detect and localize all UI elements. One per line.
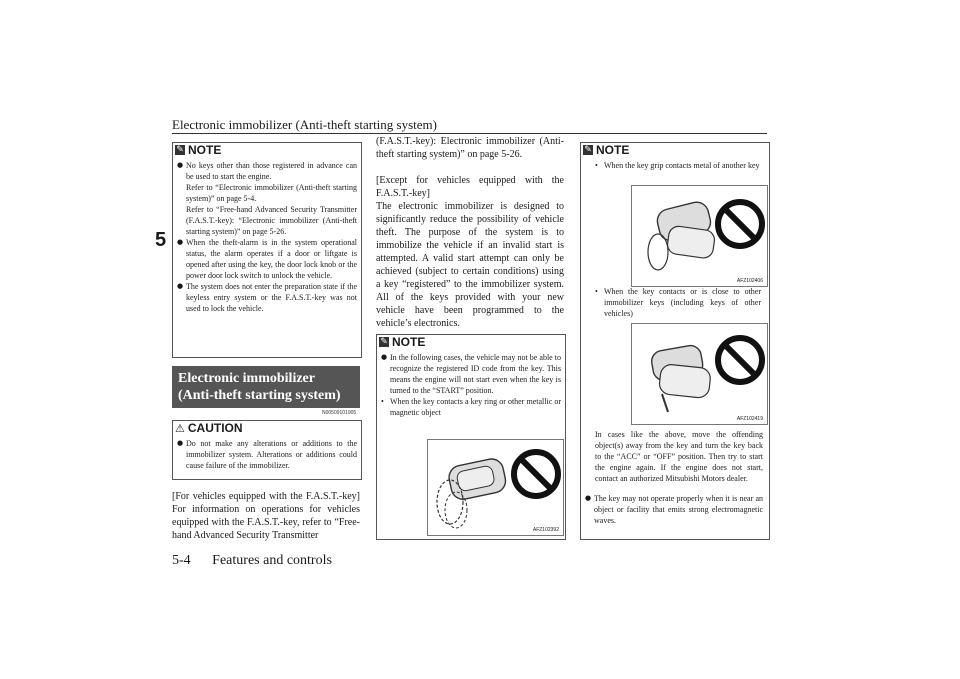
keys-close-icon bbox=[632, 324, 767, 424]
note-heading bbox=[581, 143, 769, 157]
note-box-3 bbox=[580, 142, 770, 540]
key-ring-illustration bbox=[427, 439, 564, 536]
page-footer bbox=[172, 553, 332, 569]
body-paragraph: The electronic immobilizer is designed to significantly reduce the possibility of vehicle theft. The purpose of the system is to immobilize the vehicle if an invalid start is attempted. A valid start attempt can only be achieved (subject to certain conditions) using a key “registered” to the immobilizer system. All of the keys provided with your new vehicle have been programmed to the vehicle’s electronics. bbox=[376, 201, 564, 329]
body-paragraph: (F.A.S.T.-key): Electronic immobilizer (Anti-theft starting system)” on page 5-26. bbox=[376, 136, 564, 160]
body-paragraph: [Except for vehicles equipped with the F.A.S.T.-key] bbox=[376, 175, 564, 199]
note-heading bbox=[377, 335, 565, 349]
list-item: ● When the theft-alarm is in the system operational status, the alarm operates if a door or liftgate is opened after using the key, the door lock knob or the power door lock switch to unlock the vehicle. bbox=[177, 237, 357, 281]
list-item: ● The key may not operate properly when it is near an object or facility that emits strong electromagnetic waves. bbox=[585, 493, 763, 526]
keys-close-illustration bbox=[631, 323, 768, 425]
warning-icon: ⚠ bbox=[175, 421, 185, 435]
note-heading-label: NOTE bbox=[392, 335, 426, 349]
figure-code: AFZ102419 bbox=[736, 416, 763, 422]
note-icon: ✎ bbox=[176, 145, 184, 155]
list-item: • When the key contacts or is close to other immobilizer keys (including keys of other vehicles) bbox=[595, 286, 761, 319]
header-rule bbox=[172, 133, 767, 134]
list-item: ● In the following cases, the vehicle may not be able to recognize the registered ID code from the key. This means the engine will not start even when the key is turned to the “START” position. bbox=[381, 352, 561, 396]
body-paragraph: [For vehicles equipped with the F.A.S.T.-key] For information on operations for vehicles equipped with the F.A.S.T.-key, refer to “Free-hand Advanced Security Transmitter bbox=[172, 491, 360, 541]
footer-section: Features and controls bbox=[212, 553, 332, 568]
note-text: Refer to “Free-hand Advanced Security Transmitter (F.A.S.T.-key): “Electronic immobilizer (Anti-theft starting system)” on page 5-26. bbox=[186, 205, 357, 236]
note-box-2 bbox=[376, 334, 566, 540]
key-ring-icon bbox=[428, 440, 563, 535]
section-code: N00509101905 bbox=[322, 410, 357, 416]
page-header: Electronic immobilizer (Anti-theft starting system) bbox=[172, 117, 437, 132]
list-item: • When the key grip contacts metal of another key bbox=[595, 160, 765, 171]
note-body bbox=[581, 286, 765, 319]
note-box-1 bbox=[172, 142, 362, 358]
chapter-number: 5 bbox=[155, 229, 167, 251]
page-number: 5-4 bbox=[172, 553, 191, 568]
note-icon: ✎ bbox=[584, 145, 592, 155]
two-keys-icon bbox=[632, 186, 767, 286]
figure-code: AFZ102392 bbox=[532, 527, 559, 533]
section-title bbox=[172, 366, 360, 408]
caution-heading bbox=[173, 421, 361, 435]
caution-body bbox=[173, 435, 361, 471]
list-item: • When the key contacts a key ring or other metallic or magnetic object bbox=[381, 396, 561, 418]
list-item: ● The system does not enter the preparation state if the keyless entry system or the F.A.S.T.-key was not used to lock the vehicle. bbox=[177, 281, 357, 314]
note-body bbox=[581, 157, 769, 171]
note-body bbox=[581, 493, 767, 526]
list-item: ● Do not make any alterations or additions to the immobilizer system. Alterations or additions could cause failure of the immobilizer. bbox=[177, 438, 357, 471]
note-icon: ✎ bbox=[380, 337, 388, 347]
caution-box bbox=[172, 420, 362, 480]
caution-heading-label: CAUTION bbox=[187, 421, 243, 435]
note-heading bbox=[173, 143, 361, 157]
note-body bbox=[581, 429, 767, 484]
list-item bbox=[177, 160, 357, 237]
key-contact-illustration bbox=[631, 185, 768, 287]
note-heading-label: NOTE bbox=[596, 143, 630, 157]
note-body bbox=[377, 349, 565, 418]
section-title-line: (Anti-theft starting system) bbox=[178, 388, 341, 403]
note-body bbox=[173, 157, 361, 314]
note-heading-label: NOTE bbox=[188, 143, 222, 157]
section-title-line: Electronic immobilizer bbox=[178, 371, 315, 386]
figure-code: AFZ102406 bbox=[736, 278, 763, 284]
note-text: Refer to “Electronic immobilizer (Anti-theft starting system)” on page 5-4. bbox=[186, 183, 357, 203]
note-text: No keys other than those registered in advance can be used to start the engine. bbox=[186, 161, 357, 181]
note-paragraph: In cases like the above, move the offending object(s) away from the key and turn the key back to the “ACC” or “OFF” position. Then try to start the engine again. If the engine does not start, contact an authorized Mitsubishi Motors dealer. bbox=[595, 430, 763, 483]
